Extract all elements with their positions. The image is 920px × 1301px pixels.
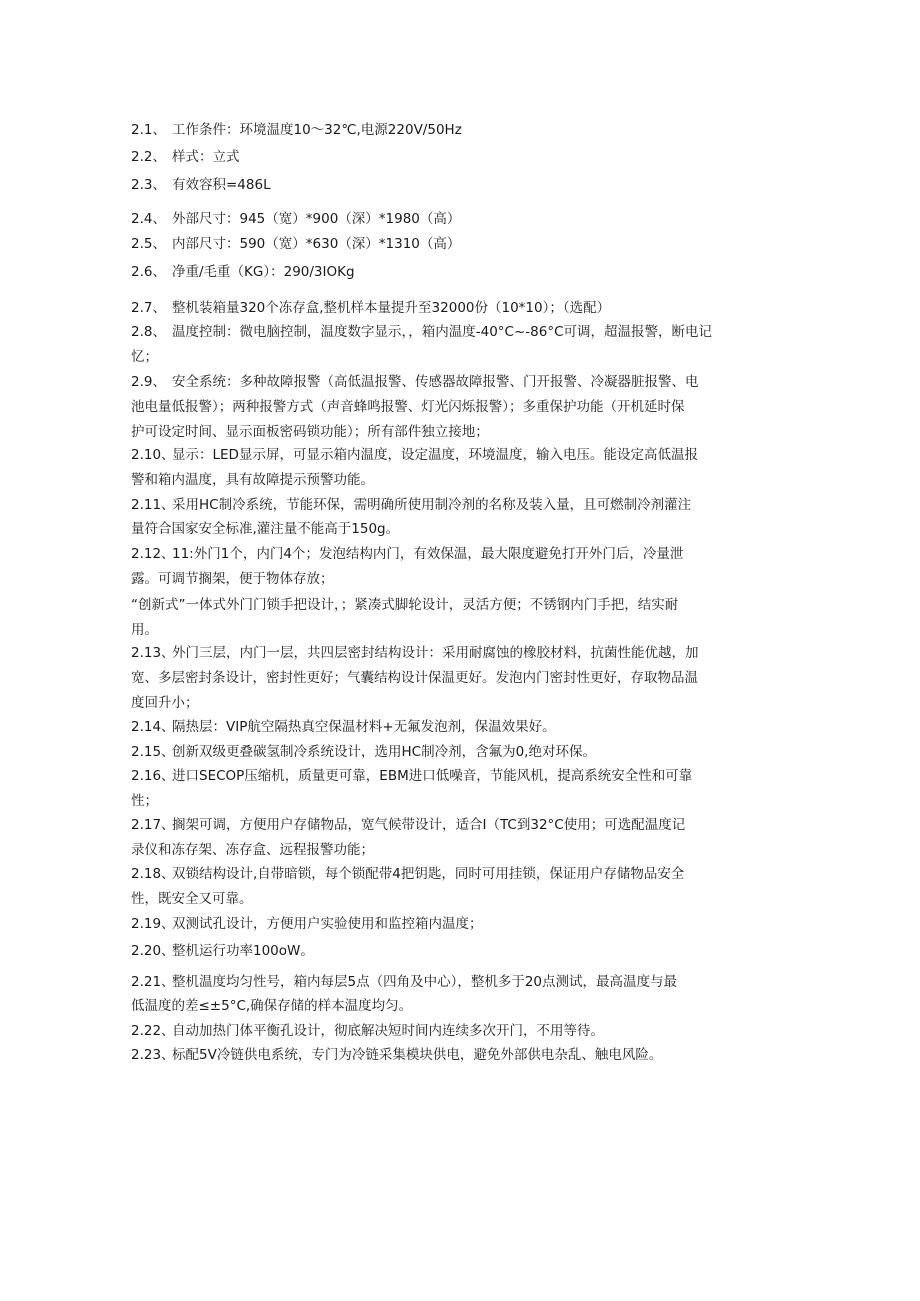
spec-line-continued	[131, 420, 791, 445]
spec-line-continued	[131, 838, 791, 863]
item-text: 整机运行功率100oW。	[172, 943, 314, 959]
item-text: 池电量低报警）；两种报警方式（声音蜂鸣报警、灯光闪烁报警）；多重保护功能（开机延时保	[131, 399, 685, 415]
item-text: 低温度的差≤±5°C,确保存储的样本温度均匀。	[131, 998, 413, 1014]
item-text: 自动加热门体平衡孔设计，彻底解决短时间内连续多次开门，不用等待。	[172, 1023, 604, 1039]
item-text: 忆；	[131, 349, 158, 365]
item-number: 2.23、	[131, 1047, 175, 1063]
spec-line-continued	[131, 887, 791, 912]
spec-line	[131, 320, 791, 345]
spec-line	[131, 715, 791, 740]
item-number: 2.5、	[131, 236, 166, 252]
spec-line	[131, 173, 791, 198]
item-text: 隔热层：VIP航空隔热真空保温材料+无氟发泡剂，保温效果好。	[172, 719, 556, 735]
item-number: 2.1、	[131, 122, 166, 138]
item-number: 2.4、	[131, 211, 166, 227]
item-text: 11:外门1个，内门4个；发泡结构内门，有效保温，最大限度避免打开外门后，冷量泄	[172, 546, 684, 562]
spec-line	[131, 764, 791, 789]
item-text: 量符合国家安全标准,灌注量不能高于150g。	[131, 521, 400, 537]
item-number: 2.14、	[131, 719, 175, 735]
item-text: 露。可调节搁架，便于物体存放；	[131, 571, 334, 587]
item-text: 内部尺寸：590（宽）*630（深）*1310（高）	[172, 236, 461, 252]
spec-line-continued	[131, 567, 791, 592]
item-text: 警和箱内温度，具有故障提示预警功能。	[131, 472, 374, 488]
item-number: 2.21、	[131, 974, 175, 990]
spec-line	[131, 232, 791, 257]
spec-line	[131, 370, 791, 395]
item-text: 工作条件：环境温度10～32℃,电源220V/50Hz	[172, 122, 462, 138]
spec-line-continued	[131, 517, 791, 542]
spec-line	[131, 260, 791, 285]
item-text: 整机装箱量320个冻存盒,整机样本量提升至32000份（10*10）；（选配）	[172, 300, 611, 316]
item-text: 样式：立式	[172, 149, 240, 165]
spec-line	[131, 118, 791, 143]
item-text: 创新双级更叠碳氢制冷系统设计，选用HC制冷剂，含氟为0,绝对环保。	[172, 744, 596, 760]
spec-line	[131, 912, 791, 937]
item-number: 2.8、	[131, 324, 166, 340]
item-text: 性，既安全又可靠。	[131, 891, 253, 907]
item-text: 护可设定时间、显示面板密码锁功能）；所有部件独立接地；	[131, 424, 489, 440]
item-text: 度回升小；	[131, 695, 199, 711]
spec-line-continued	[131, 994, 791, 1019]
item-number: 2.17、	[131, 817, 175, 833]
item-text: 显示：LED显示屏，可显示箱内温度，设定温度，环境温度，输入电压。能设定高低温报	[172, 447, 698, 463]
item-text: 双锁结构设计,自带暗锁，每个锁配带4把钥匙，同时可用挂锁，保证用户存储物品安全	[172, 866, 685, 882]
spec-line	[131, 493, 791, 518]
item-text: 标配5V冷链供电系统，专门为冷链采集模块供电，避免外部供电杂乱、触电风险。	[172, 1047, 663, 1063]
item-text: 双测试孔设计，方便用户实验使用和监控箱内温度；	[172, 916, 483, 932]
spec-line	[131, 813, 791, 838]
item-number: 2.3、	[131, 177, 166, 193]
item-number: 2.9、	[131, 374, 166, 390]
spec-line-continued	[131, 593, 791, 618]
item-text: 外门三层，内门一层，共四层密封结构设计：采用耐腐蚀的橡胶材料，抗菌性能优越，加	[172, 645, 699, 661]
spec-line	[131, 1043, 791, 1068]
spec-line	[131, 207, 791, 232]
item-text: 搁架可调，方便用户存储物品，宽气候带设计，适合I（TC到32°C使用；可选配温度记	[172, 817, 686, 833]
item-text: 净重/毛重（KG）：290/3IOKg	[172, 264, 355, 280]
item-number: 2.10、	[131, 447, 175, 463]
item-text: 整机温度均匀性号，箱内每层5点（四角及中心），整机多于20点测试，最高温度与最	[172, 974, 678, 990]
item-number: 2.7、	[131, 300, 166, 316]
item-number: 2.22、	[131, 1023, 175, 1039]
spec-line-continued	[131, 618, 791, 643]
item-text: 宽、多层密封条设计，密封性更好；气囊结构设计保温更好。发泡内门密封性更好，存取物品温	[131, 670, 698, 686]
item-number: 2.20、	[131, 943, 175, 959]
item-text: 安全系统：多种故障报警（高低温报警、传感器故障报警、门开报警、冷凝器脏报警、电	[172, 374, 699, 390]
item-number: 2.18、	[131, 866, 175, 882]
item-text: 温度控制：微电脑控制，温度数字显示，，箱内温度-40°C~-86°C可调，超温报警，断电记	[172, 324, 713, 340]
spec-line	[131, 542, 791, 567]
spec-line	[131, 740, 791, 765]
spec-line	[131, 145, 791, 170]
spec-line	[131, 641, 791, 666]
item-text: 用。	[131, 622, 158, 638]
item-text: 采用HC制冷系统，节能环保，需明确所使用制冷剂的名称及装入量，且可燃制冷剂灌注	[172, 497, 692, 513]
item-text: 录仪和冻存架、冻存盒、远程报警功能；	[131, 842, 374, 858]
item-number: 2.19、	[131, 916, 175, 932]
item-number: 2.2、	[131, 149, 166, 165]
item-text: 进口SECOP压缩机，质量更可靠，EBM进口低噪音，节能风机，提高系统安全性和可靠	[172, 768, 693, 784]
spec-line	[131, 970, 791, 995]
spec-line-continued	[131, 345, 791, 370]
item-text: 外部尺寸：945（宽）*900（深）*1980（高）	[172, 211, 461, 227]
spec-line-continued	[131, 789, 791, 814]
spec-line	[131, 1019, 791, 1044]
spec-line	[131, 443, 791, 468]
item-text: 有效容积=486L	[172, 177, 271, 193]
spec-line	[131, 862, 791, 887]
item-number: 2.12、	[131, 546, 175, 562]
spec-line	[131, 296, 791, 321]
item-number: 2.13、	[131, 645, 175, 661]
item-number: 2.11、	[131, 497, 175, 513]
item-number: 2.6、	[131, 264, 166, 280]
spec-line-continued	[131, 691, 791, 716]
spec-line-continued	[131, 395, 791, 420]
item-number: 2.15、	[131, 744, 175, 760]
spec-line-continued	[131, 468, 791, 493]
item-text: “创新式”一体式外门门锁手把设计，；紧凑式脚轮设计，灵活方便；不锈钢内门手把，结实耐	[131, 597, 679, 613]
spec-line	[131, 939, 791, 964]
item-number: 2.16、	[131, 768, 175, 784]
item-text: 性；	[131, 793, 158, 809]
spec-line-continued	[131, 666, 791, 691]
